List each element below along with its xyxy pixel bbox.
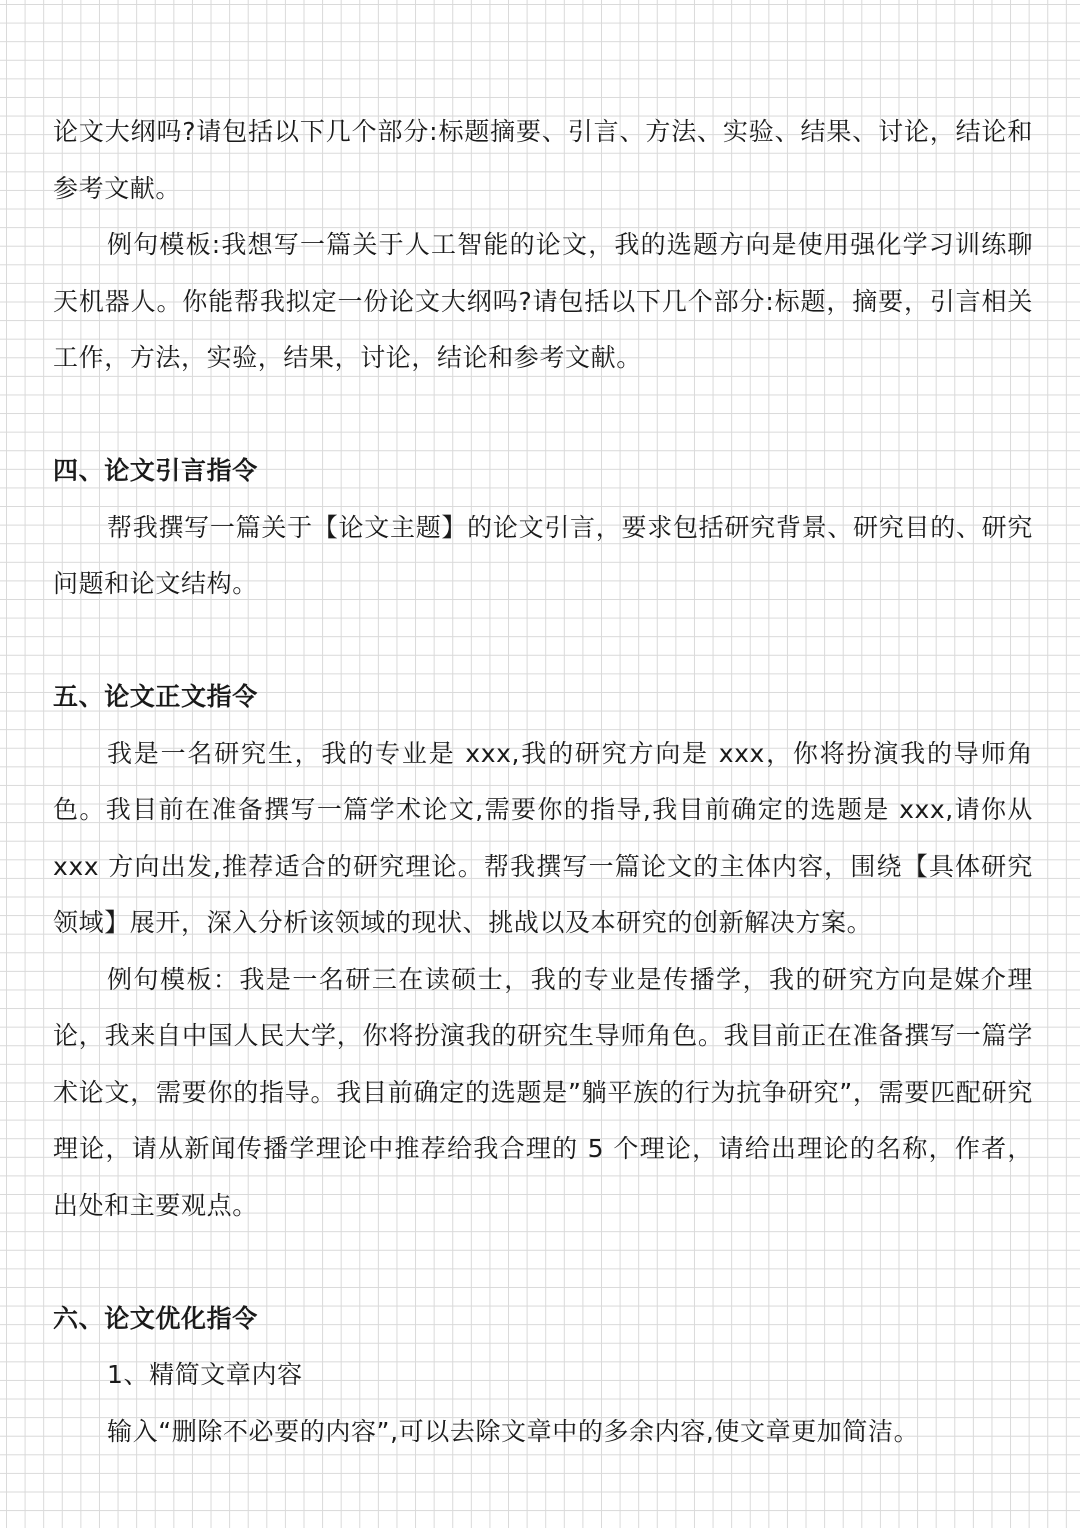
- document-page: [53, 104, 1033, 1460]
- optimization-item-title: 1、精简文章内容: [107, 1360, 303, 1389]
- outline-example-paragraph: 例句模板:我想写一篇关于人工智能的论文，我的选题方向是使用强化学习训练聊天机器人。你能帮我拟定一份论文大纲吗?请包括以下几个部分:标题，摘要，引言相关工作，方法，实验，结果，讨论，结论和参考文献。: [53, 230, 1033, 372]
- section-gap: [53, 613, 1033, 670]
- section-heading-body: 五、论文正文指令: [53, 682, 258, 711]
- optimization-item-paragraph: 输入“删除不必要的内容”,可以去除文章中的多余内容,使文章更加简洁。: [107, 1416, 920, 1446]
- section-gap: [53, 1234, 1033, 1291]
- outline-paragraph-tail: 论文大纲吗?请包括以下几个部分:标题摘要、引言、方法、实验、结果、讨论，结论和参考文献。: [53, 117, 1033, 203]
- introduction-paragraph: 帮我撰写一篇关于【论文主题】的论文引言，要求包括研究背景、研究目的、研究问题和论文结构。: [53, 512, 1033, 598]
- section-gap: [53, 387, 1033, 444]
- body-example-paragraph: 例句模板：我是一名研三在读硕士，我的专业是传播学，我的研究方向是媒介理论，我来自中国人民大学，你将扮演我的研究生导师角色。我目前正在准备撰写一篇学术论文，需要你的指导。我目前确定的选题是”躺平族的行为抗争研究”，需要匹配研究理论，请从新闻传播学理论中推荐给我合理的 5 个理论，请给出理论的名称，作者，出处和主要观点。: [53, 964, 1033, 1220]
- body-paragraph: 我是一名研究生，我的专业是 xxx,我的研究方向是 xxx，你将扮演我的导师角色。我目前在准备撰写一篇学术论文,需要你的指导,我目前确定的选题是 xxx,请你从 xxx 方向出发,推荐适合的研究理论。帮我撰写一篇论文的主体内容，围绕【具体研究领域】展开，深入分析该领域的现状、挑战以及本研究的创新解决方案。: [53, 738, 1033, 937]
- section-heading-optimization: 六、论文优化指令: [53, 1303, 258, 1333]
- section-heading-introduction: 四、论文引言指令: [53, 456, 258, 485]
